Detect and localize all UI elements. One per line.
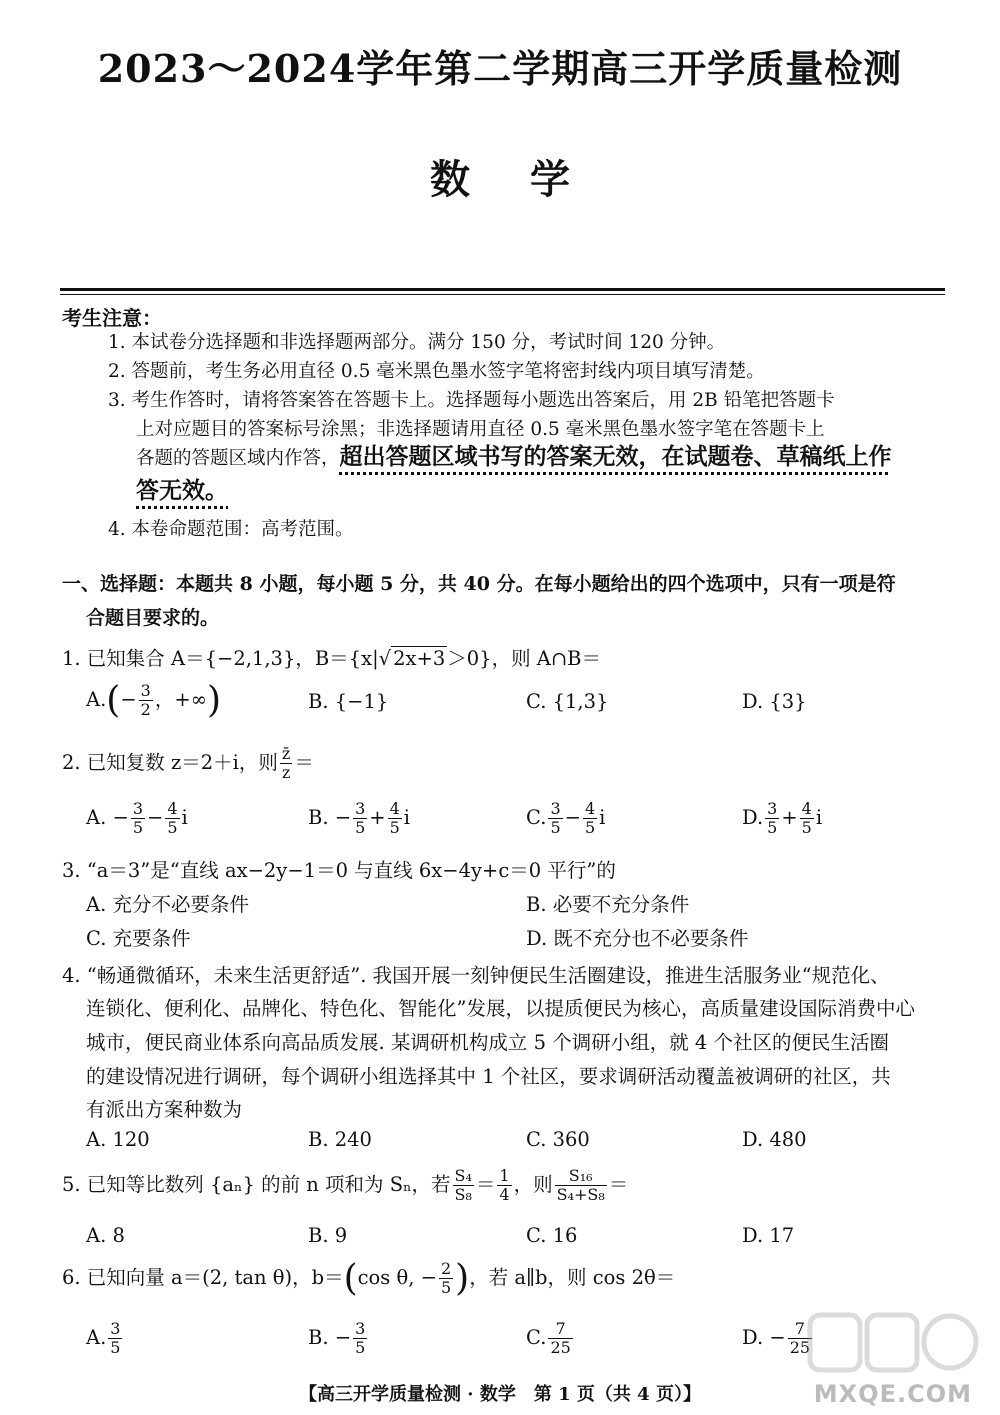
q5-f2-num: 1	[499, 1166, 510, 1185]
q6-b-num: 3	[355, 1319, 366, 1338]
q2-c-frac2	[583, 800, 597, 837]
q5-stem-b: ，则	[513, 1173, 553, 1196]
q6-c-den: 25	[550, 1338, 571, 1357]
q2-a-tail: i	[181, 806, 188, 829]
q1-option-c: C. {1,3}	[526, 690, 609, 713]
q2-a-frac2	[165, 800, 179, 837]
question-4-line5: 有派出方案种数为	[86, 1098, 243, 1121]
q6-option-a	[86, 1320, 124, 1357]
question-3: 3. “a＝3”是“直线 ax−2y−1＝0 与直线 6x−4y+c＝0 平行”的	[62, 859, 616, 882]
q2-c-tail: i	[599, 806, 606, 829]
notice-emphasis-end: 答无效。	[136, 477, 228, 504]
q5-option-d: D. 17	[742, 1224, 795, 1247]
q5-f3-den: S₄+S₈	[556, 1185, 605, 1204]
q2-d-label: D.	[742, 806, 764, 829]
question-4-line2: 连锁化、便利化、品牌化、特色化、智能化”发展，以提质便民为核心，高质量建设国际消费中心	[86, 997, 915, 1020]
q2-a-n2: 4	[167, 799, 178, 818]
q5-stem-a: 5. 已知等比数列 {aₙ} 的前 n 项和为 Sₙ，若	[62, 1173, 451, 1196]
q5-f2-den: 4	[499, 1185, 510, 1204]
question-6	[62, 1258, 675, 1299]
q1-sqrt-symbol: √	[378, 647, 392, 670]
q1-option-b: B. {−1}	[308, 690, 389, 713]
q5-option-b: B. 9	[308, 1224, 348, 1247]
header-rule-thick	[60, 288, 945, 291]
q2-d-frac2	[800, 800, 814, 837]
q6-b-frac	[353, 1320, 367, 1357]
q5-stem-c: ＝	[608, 1173, 629, 1196]
q2-d-n2: 4	[801, 799, 812, 818]
notice-heading: 考生注意：	[62, 306, 162, 330]
question-4-line3: 城市，便民商业体系向高品质发展. 某调研机构成立 5 个调研小组，就 4 个社区的便民生活圈	[86, 1031, 890, 1054]
q2-c-label: C.	[526, 806, 547, 829]
q2-option-a	[86, 800, 188, 837]
q2-b-n2: 4	[389, 799, 400, 818]
q1-option-a	[86, 680, 221, 721]
q2-stem-a: 2. 已知复数 z＝2＋i，则	[62, 751, 278, 774]
q2-d-n1: 3	[767, 799, 778, 818]
q6-option-d	[742, 1320, 814, 1357]
q2-d-d2: 5	[801, 818, 812, 837]
q3-option-a: A. 充分不必要条件	[86, 893, 249, 916]
notice-item-3-line3-plain: 各题的答题区域内作答，	[136, 448, 340, 469]
q2-c-n1: 3	[550, 799, 561, 818]
q1-a-label: A.	[86, 688, 107, 711]
q2-b-n1: 3	[355, 799, 366, 818]
q6-rparen: )	[455, 1258, 470, 1299]
q5-f3-num: S₁₆	[555, 1167, 607, 1186]
q2-a-n1: 3	[132, 799, 144, 818]
q6-a-frac	[108, 1320, 122, 1357]
subject-title: 数学	[430, 156, 630, 203]
q3-option-d: D. 既不充分也不必要条件	[526, 927, 749, 950]
q6-b-den: 5	[355, 1338, 366, 1357]
q2-d-frac1	[765, 800, 779, 837]
question-1	[62, 643, 601, 671]
q1-stem-b: ＞0}，则 A∩B＝	[447, 647, 602, 670]
q3-option-c: C. 充要条件	[86, 927, 191, 950]
q6-option-b	[308, 1320, 369, 1357]
q2-option-d	[742, 800, 822, 837]
q2-stem-b: ＝	[294, 751, 314, 774]
q2-d-tail: i	[815, 806, 823, 829]
q2-a-mid: −	[147, 806, 164, 829]
question-5	[62, 1167, 628, 1204]
header-rule-thin	[60, 294, 945, 295]
exam-title: 2023～2024学年第二学期高三开学质量检测	[97, 46, 903, 91]
q2-a-d2: 5	[167, 818, 178, 837]
q5-option-a: A. 8	[86, 1224, 125, 1247]
q2-b-frac2	[388, 800, 402, 837]
q1-a-lparen: (	[106, 680, 121, 721]
q6-stem-a: 6. 已知向量 a＝(2, tan θ)，b＝	[62, 1266, 344, 1289]
q2-c-d2: 5	[584, 818, 596, 837]
q6-frac-den: 5	[440, 1278, 452, 1297]
page-footer: 【高三开学质量检测 · 数学 第 1 页（共 4 页）】	[299, 1384, 701, 1405]
notice-item-2: 2. 答题前，考生务必用直径 0.5 毫米黑色墨水签字笔将密封线内项目填写清楚。	[108, 361, 765, 382]
q6-a-den: 5	[110, 1338, 121, 1357]
q2-frac-den: z	[281, 763, 291, 782]
q6-c-num: 7	[548, 1320, 572, 1339]
q6-lparen: (	[343, 1258, 358, 1299]
q1-a-fraction	[139, 682, 153, 719]
q2-option-b	[308, 800, 410, 837]
q2-b-d2: 5	[389, 818, 400, 837]
q4-option-a: A. 120	[86, 1128, 150, 1151]
q2-option-c	[526, 800, 605, 837]
q2-d-mid: +	[781, 806, 798, 829]
notice-item-1: 1. 本试卷分选择题和非选择题两部分。满分 150 分，考试时间 120 分钟。	[108, 332, 726, 353]
q1-stem-a: 1. 已知集合 A＝{−2,1,3}，B＝{x|	[62, 647, 379, 670]
notice-item-3-line3	[136, 444, 892, 472]
q2-a-d1: 5	[132, 818, 144, 837]
q2-fraction	[280, 745, 292, 782]
q5-option-c: C. 16	[526, 1224, 578, 1247]
q2-d-d1: 5	[767, 818, 778, 837]
q1-sqrt-content: 2x+3	[393, 647, 446, 670]
q6-inner: cos θ, −	[357, 1266, 437, 1289]
q1-option-d: D. {3}	[742, 690, 807, 713]
q6-a-label: A.	[86, 1326, 107, 1349]
q6-frac-num: 2	[440, 1259, 452, 1278]
q1-a-den: 2	[140, 700, 151, 719]
q5-f1-den: S₈	[454, 1185, 472, 1204]
q5-frac1	[453, 1167, 474, 1204]
q2-c-frac1	[548, 800, 562, 837]
q2-c-n2: 4	[584, 799, 596, 818]
q2-c-mid: −	[564, 806, 581, 829]
q6-a-num: 3	[110, 1319, 121, 1338]
q1-a-tail: ，+∞	[154, 688, 207, 711]
q6-option-c	[526, 1320, 575, 1357]
q6-stem-b: ，若 a∥b，则 cos 2θ＝	[469, 1266, 676, 1289]
q6-b-label: B. −	[308, 1326, 352, 1349]
q4-option-b: B. 240	[308, 1128, 372, 1151]
notice-item-3-line1: 3. 考生作答时，请将答案答在答题卡上。选择题每小题选出答案后，用 2B 铅笔把答题卡	[108, 390, 835, 411]
q2-frac-num: z̄	[281, 744, 291, 763]
q6-c-label: C.	[526, 1326, 547, 1349]
q6-d-label: D. −	[742, 1326, 786, 1349]
notice-item-3-line4	[136, 478, 228, 506]
q6-d-den: 25	[789, 1338, 811, 1357]
q2-b-frac1	[353, 800, 367, 837]
q1-a-num: 3	[140, 681, 151, 700]
question-2	[62, 745, 314, 782]
q2-b-label: B. −	[308, 806, 352, 829]
question-4-line4: 的建设情况进行调研，每个调研小组选择其中 1 个社区，要求调研活动覆盖被调研的社区，共	[86, 1065, 891, 1088]
q4-option-d: D. 480	[742, 1128, 807, 1151]
q1-a-rparen: )	[206, 680, 221, 721]
q5-eq: ＝	[475, 1173, 496, 1196]
q6-frac	[439, 1260, 453, 1297]
q6-d-num: 7	[788, 1320, 812, 1339]
q1-a-neg: −	[120, 688, 137, 711]
q5-f1-num: S₄	[454, 1166, 472, 1185]
section-heading-line1: 一、选择题：本题共 8 小题，每小题 5 分，共 40 分。在每小题给出的四个选项中，只有一项是符	[62, 573, 896, 595]
watermark-text: MXQE.COM	[813, 1380, 972, 1408]
q2-b-d1: 5	[355, 818, 366, 837]
q5-frac2	[497, 1167, 511, 1204]
q2-b-tail: i	[403, 806, 411, 829]
q2-c-d1: 5	[550, 818, 561, 837]
q5-frac3	[555, 1167, 607, 1204]
q2-a-frac1	[131, 800, 145, 837]
notice-item-3-line2: 上对应题目的答案标号涂黑；非选择题请用直径 0.5 毫米黑色墨水签字笔在答题卡上	[136, 419, 825, 440]
q4-option-c: C. 360	[526, 1128, 590, 1151]
question-4-line1: 4. “畅通微循环，未来生活更舒适”. 我国开展一刻钟便民生活圈建设，推进生活服务业“规范化、	[62, 964, 890, 987]
notice-item-4: 4. 本卷命题范围：高考范围。	[108, 519, 354, 540]
q3-option-b: B. 必要不充分条件	[526, 893, 690, 916]
section-heading-line2: 合题目要求的。	[86, 607, 220, 629]
q2-a-label: A. −	[86, 806, 129, 829]
notice-emphasis: 超出答题区域书写的答案无效，在试题卷、草稿纸上作	[339, 443, 892, 470]
q2-b-mid: +	[369, 806, 386, 829]
q6-c-frac	[548, 1320, 572, 1357]
